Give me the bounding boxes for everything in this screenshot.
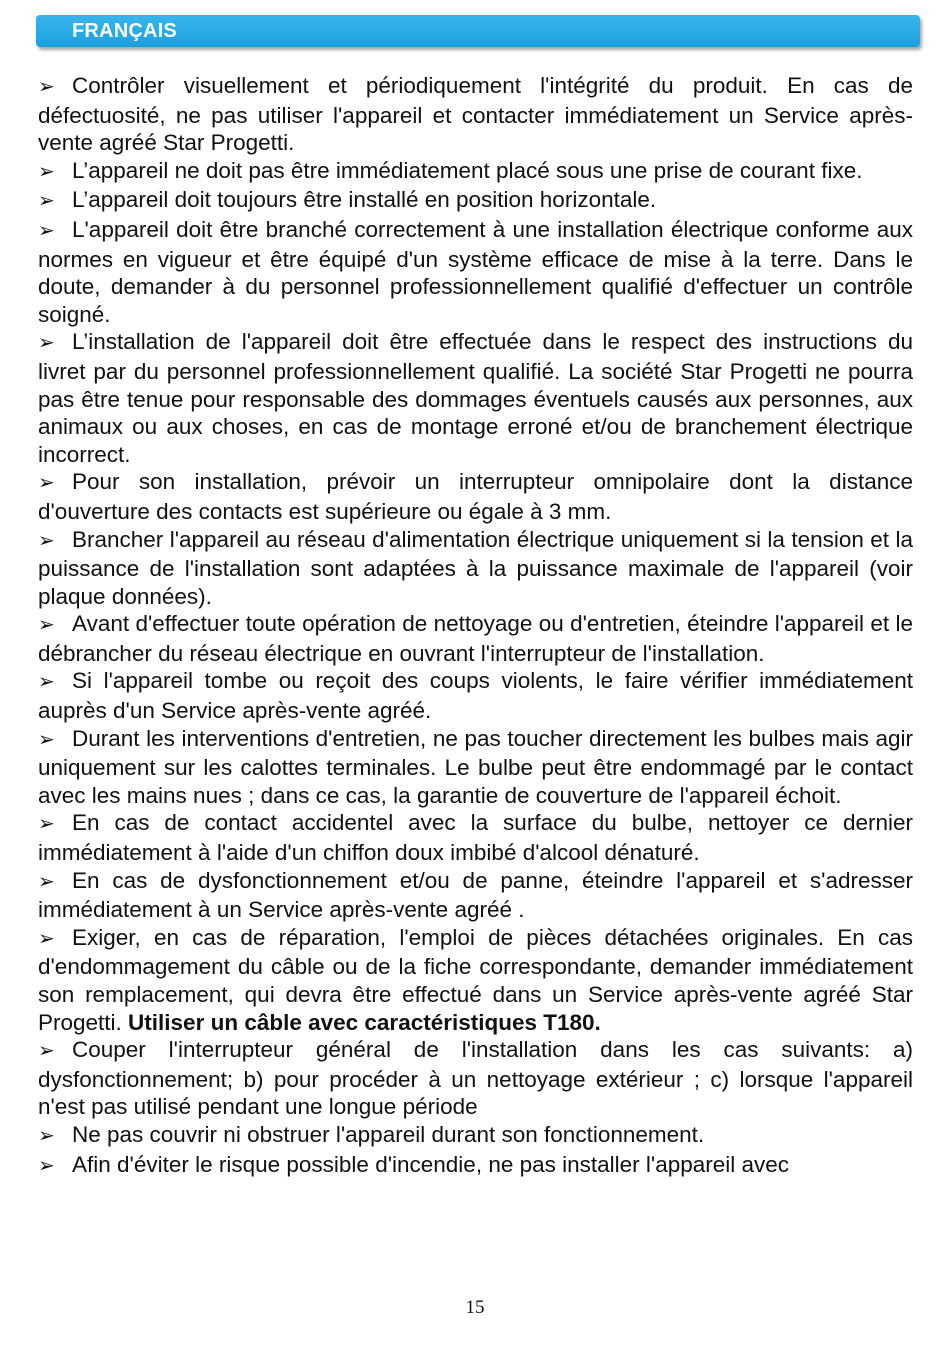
instruction-text: L’appareil ne doit pas être immédiatement placé sous une prise de courant fixe. xyxy=(72,157,863,183)
arrow-bullet-icon: ➢ xyxy=(38,614,55,637)
arrow-bullet-icon: ➢ xyxy=(38,529,55,552)
arrow-bullet-icon: ➢ xyxy=(38,813,55,836)
instruction-item xyxy=(38,328,913,468)
arrow-bullet-icon: ➢ xyxy=(38,1040,55,1063)
instruction-text: L’installation de l'appareil doit être effectuée dans le respect des instructions du livret par du personnel professionnellement qualifié. La société Star Progetti ne pourra pas être tenue pour responsable des dommages éventuels causés aux personnes, aux animaux ou aux choses, en cas de montage erroné et/ou de branchement électrique incorrect. xyxy=(38,329,913,467)
instruction-text: L’appareil doit toujours être installé en position horizontale. xyxy=(72,187,657,213)
instruction-item xyxy=(38,867,913,924)
instruction-item xyxy=(38,157,913,187)
instruction-item xyxy=(38,1036,913,1121)
arrow-bullet-icon: ➢ xyxy=(38,1124,55,1147)
arrow-bullet-icon: ➢ xyxy=(38,332,55,355)
arrow-bullet-icon: ➢ xyxy=(38,671,55,694)
arrow-bullet-icon: ➢ xyxy=(38,472,55,495)
instruction-item xyxy=(38,186,913,216)
arrow-bullet-icon: ➢ xyxy=(38,76,55,98)
instruction-text: Avant d'effectuer toute opération de nettoyage ou d'entretien, éteindre l'appareil et le débrancher du réseau électrique en ouvrant l'interrupteur de l'installation. xyxy=(38,611,913,666)
language-header-bar xyxy=(36,15,920,47)
instruction-text: Exiger, en cas de réparation, l'emploi de pièces détachées originales. En cas d'endommagement du câble ou de la fiche correspondante, demander immédiatement son remplacement, qui devra être effectué dans un Service après-vente agréé Star Progetti. xyxy=(38,924,913,1035)
instruction-item xyxy=(38,468,913,525)
instruction-text: Ne pas couvrir ni obstruer l'appareil durant son fonctionnement. xyxy=(72,1121,705,1147)
instruction-item xyxy=(38,1151,913,1181)
arrow-bullet-icon: ➢ xyxy=(38,728,55,751)
instruction-text: En cas de dysfonctionnement et/ou de panne, éteindre l'appareil et s'adresser immédiatement à un Service après-vente agréé . xyxy=(38,867,913,923)
arrow-bullet-icon: ➢ xyxy=(38,870,55,893)
instruction-item xyxy=(38,924,913,1036)
arrow-bullet-icon: ➢ xyxy=(38,160,55,183)
page-number: 15 xyxy=(465,1297,485,1318)
instruction-item xyxy=(38,216,913,328)
instruction-text: Durant les interventions d'entretien, ne pas toucher directement les bulbes mais agir uniquement sur les calottes terminales. Le bulbe peut être endommagé par le contact avec les mains nues ; dans ce cas, la garantie de couverture de l'appareil échoit. xyxy=(38,725,913,808)
instruction-text: Si l'appareil tombe ou reçoit des coups violents, le faire vérifier immédiatement auprès d'un Service après-vente agréé. xyxy=(38,668,913,724)
instruction-item xyxy=(38,72,913,157)
instruction-item xyxy=(38,725,913,810)
arrow-bullet-icon: ➢ xyxy=(38,190,55,213)
language-label: FRANÇAIS xyxy=(72,20,177,42)
instruction-item xyxy=(38,526,913,611)
instruction-text: Pour son installation, prévoir un interrupteur omnipolaire dont la distance d'ouverture des contacts est supérieure ou égale à 3 mm. xyxy=(38,469,913,524)
instruction-text: Brancher l'appareil au réseau d'alimentation électrique uniquement si la tension et la puissance de l'installation sont adaptées à la puissance maximale de l'appareil (voir plaque données). xyxy=(38,526,913,609)
instruction-bold-text: Utiliser un câble avec caractéristiques T180. xyxy=(128,1009,601,1035)
instruction-text: Couper l'interrupteur général de l'installation dans les cas suivants: a) dysfonctionnement; b) pour procéder à un nettoyage extérieur ; c) lorsque l'appareil n'est pas utilisé pendant une longue période xyxy=(38,1037,913,1120)
instruction-item xyxy=(38,610,913,667)
instruction-text: Afin d'éviter le risque possible d'incendie, ne pas installer l'appareil avec xyxy=(72,1151,790,1177)
safety-instructions xyxy=(38,72,913,1180)
instruction-item xyxy=(38,1121,913,1151)
arrow-bullet-icon: ➢ xyxy=(38,1154,55,1177)
instruction-text: L'appareil doit être branché correctement à une installation électrique conforme aux normes en vigueur et être équipé d'un système efficace de mise à la terre. Dans le doute, demander à du personnel professionnellement qualifié d'effectuer un contrôle soigné. xyxy=(38,216,913,327)
instruction-item xyxy=(38,667,913,724)
arrow-bullet-icon: ➢ xyxy=(38,219,55,242)
instruction-text: Contrôler visuellement et périodiquement l'intégrité du produit. En cas de défectuosité, ne pas utiliser l'appareil et contacter immédiatement un Service après-vente agréé Star Progetti. xyxy=(38,73,913,156)
arrow-bullet-icon: ➢ xyxy=(38,927,55,950)
instruction-text: En cas de contact accidentel avec la surface du bulbe, nettoyer ce dernier immédiatement à l'aide d'un chiffon doux imbibé d'alcool dénaturé. xyxy=(38,810,913,866)
instruction-item xyxy=(38,809,913,866)
